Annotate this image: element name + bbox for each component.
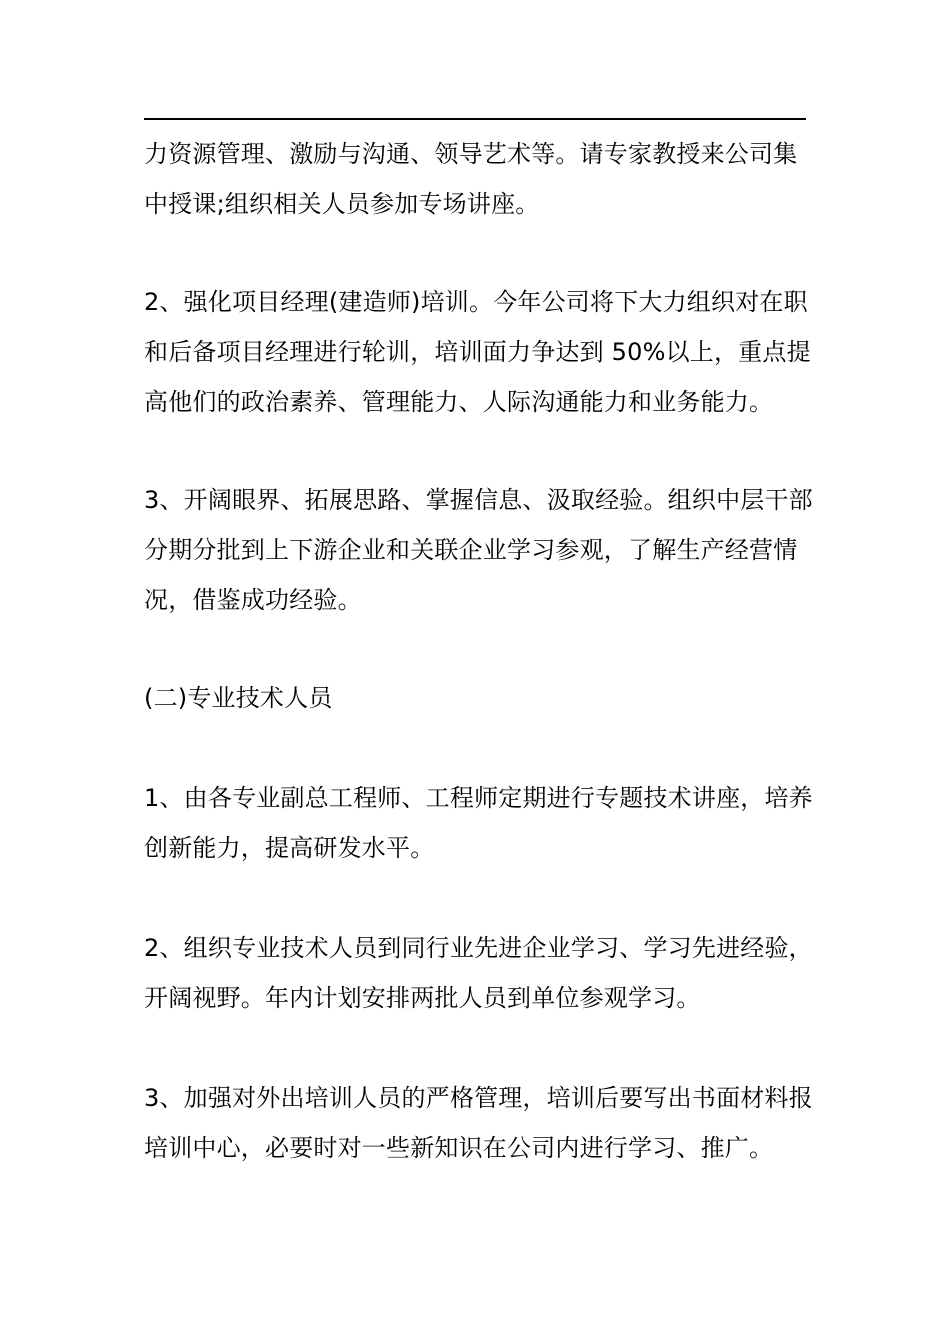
text-line-3: 2、强化项目经理(建造师)培训。今年公司将下大力组织对在职 <box>144 288 808 316</box>
text-line-12: 2、组织专业技术人员到同行业先进企业学习、学习先进经验， <box>144 934 813 962</box>
text-line-4: 和后备项目经理进行轮训，培训面力争达到 50%以上，重点提 <box>144 338 811 366</box>
text-line-14: 3、加强对外出培训人员的严格管理，培训后要写出书面材料报 <box>144 1084 813 1112</box>
text-line-11: 创新能力，提高研发水平。 <box>144 834 435 862</box>
text-line-1: 力资源管理、激励与沟通、领导艺术等。请专家教授来公司集 <box>144 140 798 168</box>
text-line-15: 培训中心，必要时对一些新知识在公司内进行学习、推广。 <box>144 1134 774 1162</box>
section-heading: (二)专业技术人员 <box>144 684 333 712</box>
text-line-6: 3、开阔眼界、拓展思路、掌握信息、汲取经验。组织中层干部 <box>144 486 813 514</box>
text-line-7: 分期分批到上下游企业和关联企业学习参观，了解生产经营情 <box>144 536 798 564</box>
text-line-5: 高他们的政治素养、管理能力、人际沟通能力和业务能力。 <box>144 388 774 416</box>
text-line-2: 中授课;组织相关人员参加专场讲座。 <box>144 190 540 218</box>
text-line-13: 开阔视野。年内计划安排两批人员到单位参观学习。 <box>144 984 701 1012</box>
text-line-10: 1、由各专业副总工程师、工程师定期进行专题技术讲座，培养 <box>144 784 813 812</box>
text-line-8: 况，借鉴成功经验。 <box>144 586 362 614</box>
header-rule <box>144 118 806 120</box>
